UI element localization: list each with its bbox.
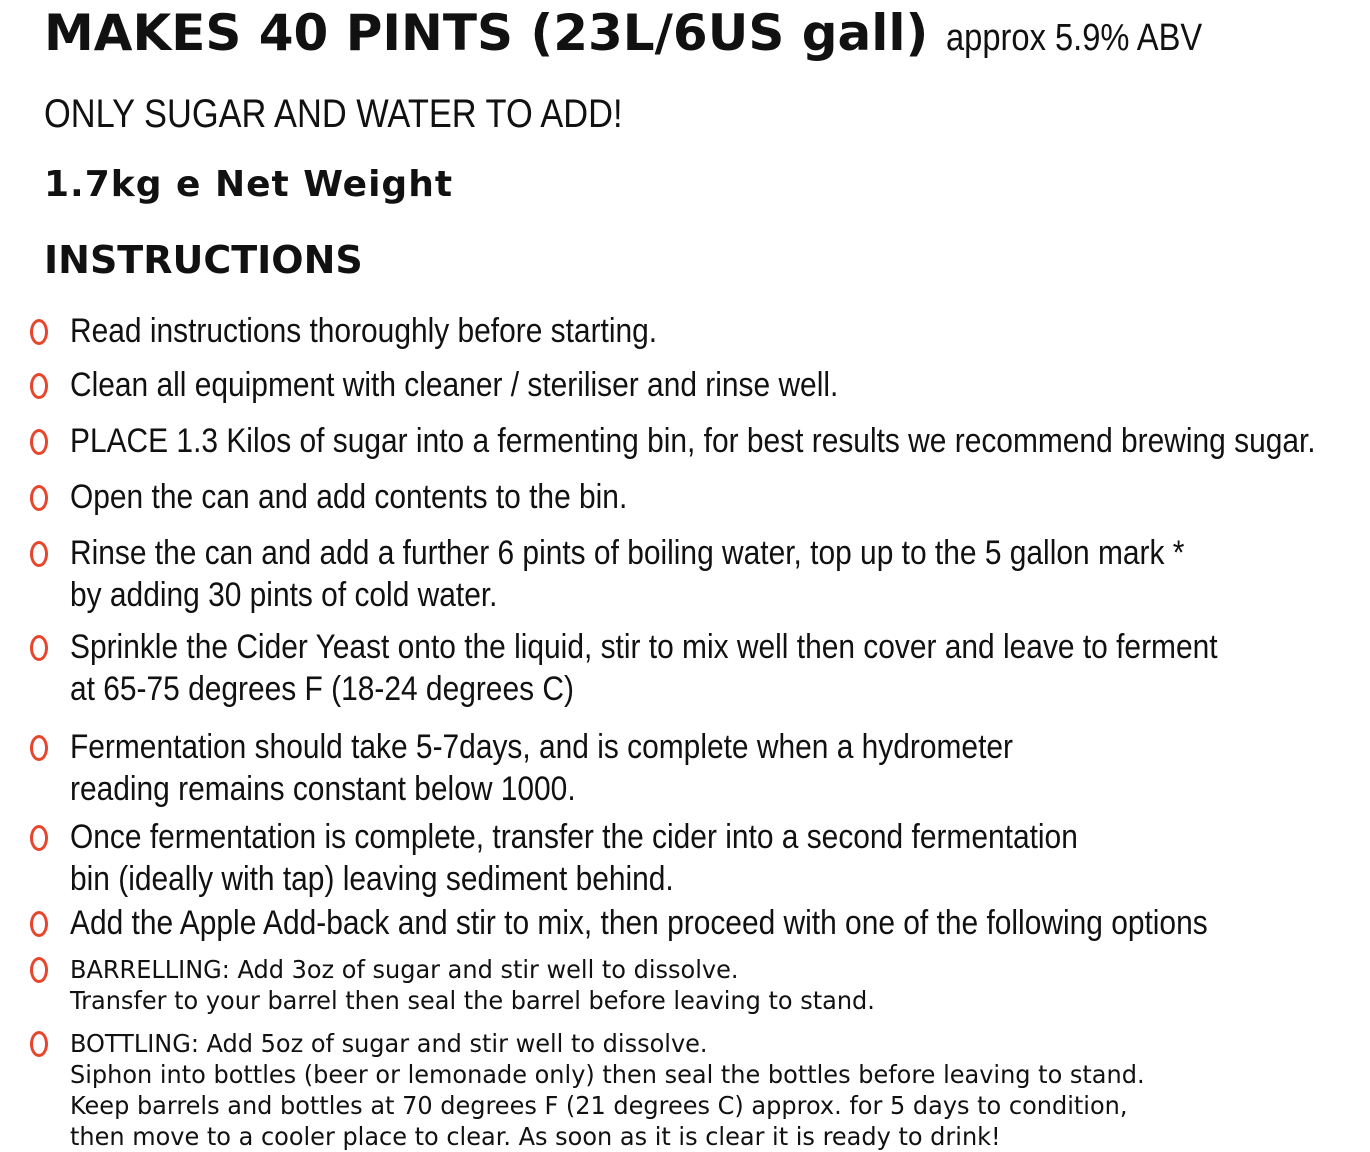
circle-bullet-icon [30,635,48,661]
step-line: Once fermentation is complete, transfer the cider into a second fermentation [70,818,1078,856]
instructions-heading: INSTRUCTIONS [44,238,363,282]
step-line: at 65-75 degrees F (18-24 degrees C) [70,670,574,708]
subtitle: ONLY SUGAR AND WATER TO ADD! [44,92,623,136]
abv-note: approx 5.9% ABV [946,17,1203,59]
step-line: reading remains constant below 1000. [70,770,576,808]
circle-bullet-icon [30,319,48,345]
step-line: Siphon into bottles (beer or lemonade only) then seal the bottles before leaving to stand. [70,1060,1145,1089]
step-line: Rinse the can and add a further 6 pints of boiling water, top up to the 5 gallon mark * [70,534,1185,572]
makes-headline [44,4,1244,62]
circle-bullet-icon [30,825,48,851]
step-line: then move to a cooler place to clear. As soon as it is clear it is ready to drink! [70,1122,1001,1151]
circle-bullet-icon [30,1031,48,1057]
step-line: Add the Apple Add-back and stir to mix, then proceed with one of the following options [70,904,1208,942]
step-line: Read instructions thoroughly before starting. [70,312,658,350]
circle-bullet-icon [30,485,48,511]
circle-bullet-icon [30,911,48,937]
net-weight: 1.7kg e Net Weight [44,164,454,205]
makes-volume: MAKES 40 PINTS (23L/6US gall) [44,4,929,62]
step-line: Fermentation should take 5-7days, and is complete when a hydrometer [70,728,1014,766]
step-line: Clean all equipment with cleaner / steriliser and rinse well. [70,366,839,404]
step-line: Transfer to your barrel then seal the barrel before leaving to stand. [70,986,875,1015]
circle-bullet-icon [30,735,48,761]
step-line: bin (ideally with tap) leaving sediment behind. [70,860,674,898]
step-line: Sprinkle the Cider Yeast onto the liquid, stir to mix well then cover and leave to ferment [70,628,1218,666]
circle-bullet-icon [30,957,48,983]
step-line: by adding 30 pints of cold water. [70,576,498,614]
circle-bullet-icon [30,429,48,455]
step-line: Keep barrels and bottles at 70 degrees F (21 degrees C) approx. for 5 days to condition, [70,1091,1128,1120]
step-line: PLACE 1.3 Kilos of sugar into a fermenting bin, for best results we recommend brewing sugar. [70,422,1316,460]
step-line: BARRELLING: Add 3oz of sugar and stir well to dissolve. [70,955,739,984]
step-line: BOTTLING: Add 5oz of sugar and stir well to dissolve. [70,1029,708,1058]
circle-bullet-icon [30,373,48,399]
circle-bullet-icon [30,541,48,567]
step-line: Open the can and add contents to the bin. [70,478,628,516]
